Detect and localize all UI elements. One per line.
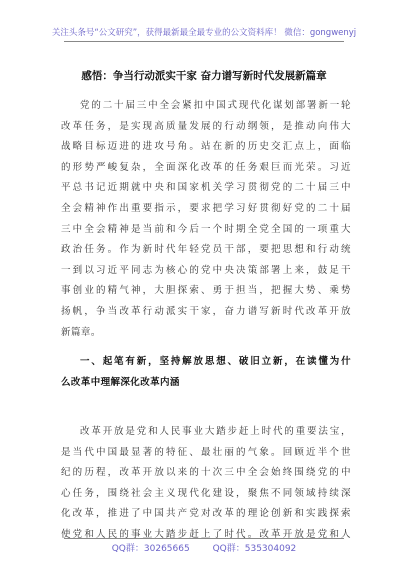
- section-heading: [61, 352, 351, 393]
- footer: [0, 541, 408, 554]
- footer-divider: [64, 538, 344, 539]
- paragraph-2: [61, 422, 351, 546]
- header-note: 关注头条号“公文研究”，获得最新最全最专业的公文资料库！ 微信：gongwenyj: [51, 28, 357, 38]
- paragraph-line: 改革开放是党和人民事业大踏步赶上时代的重要法宝，: [80, 426, 351, 437]
- paragraph-line: 平总书记近期就中央和国家机关学习贯彻党的二十届三中: [61, 182, 351, 194]
- paragraph-line: 纪的历程，改革开放以来的十次三中全会始终围绕党的中: [61, 467, 351, 479]
- section-heading-line: 么改革中理解深化改革内涵: [61, 376, 180, 388]
- paragraph-line: 党的二十届三中全会紧扣中国式现代化谋划部署新一轮: [80, 100, 351, 111]
- paragraph-line: 是当代中国最显著的特征、最壮丽的气象。回顾近半个世: [61, 446, 351, 458]
- header-divider: [64, 41, 344, 42]
- paragraph-1: [61, 96, 351, 343]
- section-heading-line: 一、起笔有新，坚持解放思想、破旧立新，在读懂为什: [80, 356, 351, 367]
- paragraph-line: 化改革，推进了中国共产党对改革的理论创新和实践探索: [61, 508, 351, 520]
- paragraph-line: 使党和人民的事业大踏步赶上了时代。改革开放是党和人: [61, 528, 351, 540]
- paragraph-line: 扬帆，争当改革行动派实干家，奋力谱写新时代改革开放: [61, 305, 351, 317]
- paragraph-line: 全会精神作出重要指示，要求把学习好贯彻好党的二十届: [61, 202, 351, 214]
- footer-qq-group-2: QQ群：535304092: [212, 544, 297, 554]
- paragraph-line: 改革任务，是实现高质量发展的行动纲领，是推动向伟大: [61, 120, 351, 132]
- document-title: 感悟：争当行动派实干家 奋力谱写新时代发展新篇章: [81, 70, 327, 82]
- paragraph-line: 事创业的精气神，大胆探索、勇于担当，把握大势、乘势: [61, 285, 351, 297]
- paragraph-line: 一到以习近平同志为核心的党中央决策部署上来，鼓足干: [61, 264, 351, 276]
- paragraph-line: 的形势严峻复杂，全面深化改革的任务艰巨而光荣。习近: [61, 161, 351, 173]
- footer-qq-group-1: QQ群：30265665: [111, 544, 190, 554]
- paragraph-line: 政治任务。作为新时代年轻党员干部，要把思想和行动统: [61, 244, 351, 256]
- paragraph-line: 三中全会精神是当前和今后一个时期全党全国的一项重大: [61, 223, 351, 235]
- paragraph-line: 战略目标迈进的进攻号角。站在新的历史交汇点上，面临: [61, 141, 351, 153]
- paragraph-line: 新篇章。: [61, 326, 101, 338]
- paragraph-line: 心任务，围绕社会主义现代化建设，聚焦不同领域持续深: [61, 487, 351, 499]
